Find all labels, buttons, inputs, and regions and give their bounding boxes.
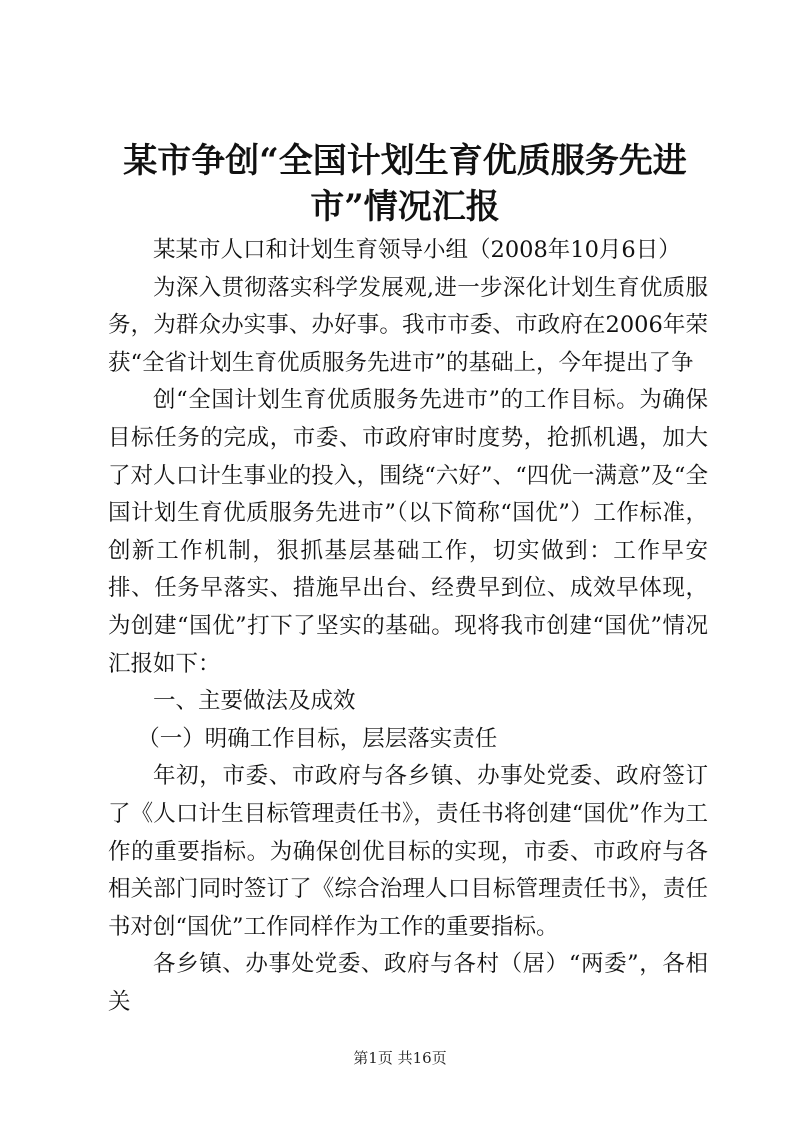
page-number-footer: 第1页 共16页 (353, 1049, 447, 1067)
document-title: 某市争创“全国计划生育优质服务先进市”情况汇报 (123, 141, 687, 227)
paragraph-goal: 创“全国计划生育优质服务先进市”的工作目标。为确保目标任务的完成，市委、市政府审时度势，抢抓机遇，加大了对人口计生事业的投入，围绕“六好”、“四优一满意”及“全国计划生育优质服务先进市”（以下简称“国优”）工作标准，创新工作机制，狠抓基层基础工作，切实做到：工作早安排、任务早落实、措施早出台、经费早到位、成效早体现，为创建“国优”打下了坚实的基础。现将我市创建“国优”情况汇报如下： (108, 387, 708, 677)
paragraph-continued: 各乡镇、办事处党委、政府与各村（居）“两委”，各相关 (108, 951, 708, 1015)
paragraph-responsibility: 年初，市委、市政府与各乡镇、办事处党委、政府签订了《人口计生目标管理责任书》，责任书将创建“国优”作为工作的重要指标。为确保创优目标的实现，市委、市政府与各相关部门同时签订了《综合治理人口目标管理责任书》，责任书对创“国优”工作同样作为工作的重要指标。 (108, 763, 708, 940)
document-body (108, 232, 708, 1021)
section-heading-1: 一、主要做法及成效 (153, 688, 356, 715)
subsection-heading-1: （一）明确工作目标，层层落实责任 (137, 725, 498, 752)
paragraph-issuer: 某某市人口和计划生育领导小组（2008年10月6日） (153, 237, 681, 263)
paragraph-intro: 为深入贯彻落实科学发展观,进一步深化计划生育优质服务，为群众办实事、办好事。我市市委、市政府在2006年荣获“全省计划生育优质服务先进市”的基础上，今年提出了争 (108, 274, 708, 376)
